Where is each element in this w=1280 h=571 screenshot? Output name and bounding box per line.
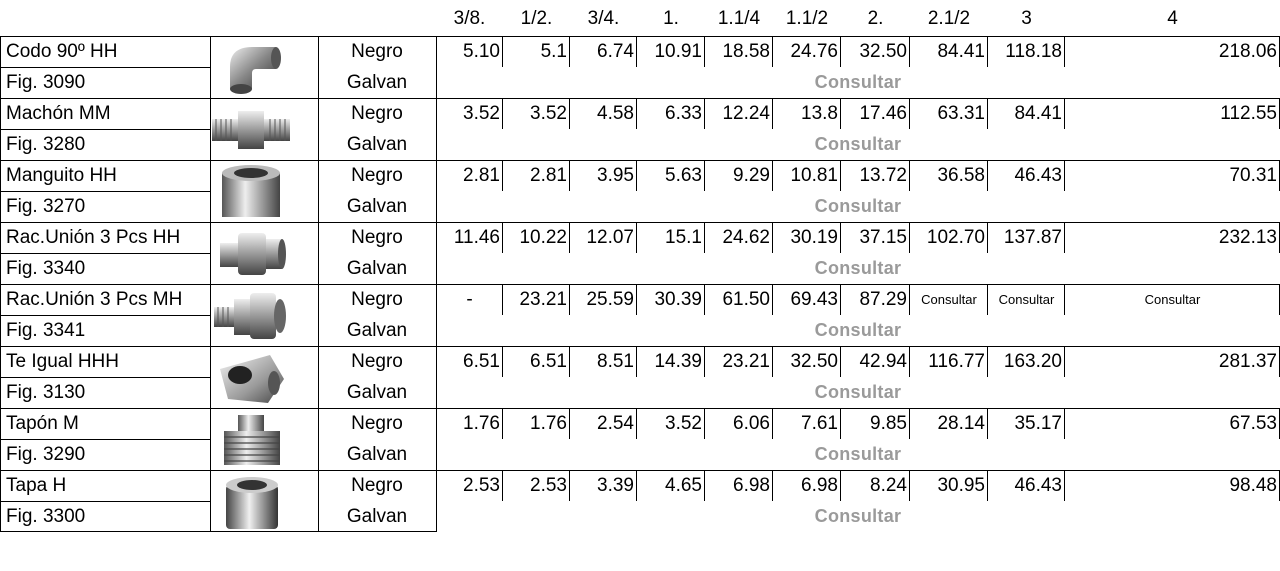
price-cell: 2.81 xyxy=(463,165,500,186)
finish-galvanized-label: Galvan xyxy=(346,382,408,403)
price-cell: 18.58 xyxy=(722,41,770,62)
finish-black-label: Negro xyxy=(351,351,403,372)
product-name: Rac.Unión 3 Pcs HH xyxy=(6,227,181,248)
finish-black-label: Negro xyxy=(351,289,403,310)
price-cell: 70.31 xyxy=(1229,165,1277,186)
finish-galvanized-label: Galvan xyxy=(346,72,408,93)
price-cell: 46.43 xyxy=(1014,475,1062,496)
size-header: 1.1/2 xyxy=(785,8,829,29)
price-cell: 30.19 xyxy=(790,227,838,248)
price-cell: 1.76 xyxy=(463,413,500,434)
price-cell-border xyxy=(704,36,705,67)
product-row-black xyxy=(0,98,1280,129)
price-cell: 163.20 xyxy=(1003,351,1062,372)
price-cell: 32.50 xyxy=(790,351,838,372)
figure-number: Fig. 3341 xyxy=(6,320,86,341)
size-header: 3/4. xyxy=(587,8,620,29)
price-cell: 3.95 xyxy=(597,165,634,186)
price-cell-border xyxy=(636,408,637,439)
price-cell: - xyxy=(466,289,473,310)
name-divider xyxy=(0,315,210,316)
price-cell-border xyxy=(502,346,503,377)
price-cell-border xyxy=(636,222,637,253)
consult-label: Consultar xyxy=(814,196,902,216)
product-row-black xyxy=(0,222,1280,253)
price-cell: 5.1 xyxy=(540,41,567,62)
finish-black-label: Negro xyxy=(351,227,403,248)
product-name: Manguito HH xyxy=(6,165,117,186)
size-header: 1/2. xyxy=(520,8,553,29)
price-cell: 281.37 xyxy=(1218,351,1277,372)
consult-label: Consultar xyxy=(814,134,902,154)
price-cell: 24.62 xyxy=(722,227,770,248)
product-row-galvanized xyxy=(0,315,1280,346)
price-cell: 23.21 xyxy=(722,351,770,372)
consult-label: Consultar xyxy=(814,506,902,526)
price-cell: 3.52 xyxy=(530,103,567,124)
size-header: 2. xyxy=(867,8,884,29)
consult-label: Consultar xyxy=(814,72,902,92)
row-top-border xyxy=(0,408,1280,409)
finish-left-border xyxy=(318,284,319,346)
price-cell: 84.41 xyxy=(1014,103,1062,124)
price-cell-border xyxy=(569,98,570,129)
product-row-galvanized xyxy=(0,377,1280,408)
price-cell-border xyxy=(636,284,637,315)
price-cell: 28.14 xyxy=(937,413,985,434)
price-cell: 23.21 xyxy=(519,289,567,310)
consult-label: Consultar xyxy=(814,258,902,278)
finish-black-label: Negro xyxy=(351,165,403,186)
price-cell-border xyxy=(772,346,773,377)
price-cell-border xyxy=(704,160,705,191)
price-cell-border xyxy=(636,470,637,501)
price-cell-border xyxy=(1064,98,1065,129)
table-left-border xyxy=(0,98,1,160)
finish-right-border xyxy=(436,98,437,160)
price-cell: 6.98 xyxy=(733,475,770,496)
price-cell: 4.58 xyxy=(597,103,634,124)
row-top-border xyxy=(0,36,1280,37)
table-left-border xyxy=(0,36,1,98)
price-cell: 63.31 xyxy=(937,103,985,124)
price-cell-border xyxy=(772,222,773,253)
finish-galvanized-label: Galvan xyxy=(346,196,408,217)
name-column-border xyxy=(210,408,211,470)
price-cell-border xyxy=(1064,284,1065,315)
price-cell-border xyxy=(840,222,841,253)
finish-galvanized-label: Galvan xyxy=(346,258,408,279)
name-column-border xyxy=(210,284,211,346)
price-cell: 8.24 xyxy=(870,475,907,496)
table-left-border xyxy=(0,346,1,408)
price-cell: 3.52 xyxy=(463,103,500,124)
price-cell-border xyxy=(772,408,773,439)
finish-left-border xyxy=(318,98,319,160)
price-cell-border xyxy=(987,36,988,67)
name-column-border xyxy=(210,98,211,160)
row-top-border xyxy=(0,222,1280,223)
product-row-black xyxy=(0,408,1280,439)
product-name: Rac.Unión 3 Pcs MH xyxy=(6,289,183,310)
product-row-black xyxy=(0,284,1280,315)
row-top-border xyxy=(0,346,1280,347)
price-cell-border xyxy=(502,470,503,501)
price-cell: 9.29 xyxy=(733,165,770,186)
price-cell-border xyxy=(909,160,910,191)
price-cell-border xyxy=(840,98,841,129)
table-left-border xyxy=(0,408,1,470)
price-cell-border xyxy=(987,222,988,253)
finish-left-border xyxy=(318,160,319,222)
finish-left-border xyxy=(318,408,319,470)
product-row-black xyxy=(0,470,1280,501)
product-name: Codo 90º HH xyxy=(6,41,118,62)
price-cell-border xyxy=(840,408,841,439)
name-divider xyxy=(0,129,210,130)
price-cell-border xyxy=(502,408,503,439)
finish-left-border xyxy=(318,470,319,532)
price-cell-border xyxy=(502,98,503,129)
finish-galvanized-label: Galvan xyxy=(346,444,408,465)
price-cell: 2.53 xyxy=(530,475,567,496)
finish-left-border xyxy=(318,222,319,284)
price-cell: 36.58 xyxy=(937,165,985,186)
price-cell: 14.39 xyxy=(654,351,702,372)
price-cell: 6.33 xyxy=(665,103,702,124)
product-name: Tapón M xyxy=(6,413,79,434)
finish-galvanized-label: Galvan xyxy=(346,320,408,341)
price-cell-border xyxy=(569,284,570,315)
price-cell-border xyxy=(987,470,988,501)
price-cell-border xyxy=(569,222,570,253)
figure-number: Fig. 3340 xyxy=(6,258,86,279)
price-cell: 5.10 xyxy=(463,41,500,62)
name-divider xyxy=(0,439,210,440)
price-cell-border xyxy=(704,222,705,253)
finish-right-border xyxy=(436,408,437,470)
finish-right-border xyxy=(436,160,437,222)
plug-fitting-icon xyxy=(210,411,292,469)
name-column-border xyxy=(210,36,211,98)
product-row-galvanized xyxy=(0,129,1280,160)
price-cell: Consultar xyxy=(921,292,977,307)
price-cell-border xyxy=(569,36,570,67)
price-cell-border xyxy=(987,160,988,191)
price-cell: 7.61 xyxy=(801,413,838,434)
price-cell-border xyxy=(704,408,705,439)
price-cell: 9.85 xyxy=(870,413,907,434)
price-cell: 2.54 xyxy=(597,413,634,434)
finish-right-border xyxy=(436,36,437,98)
product-row-black xyxy=(0,36,1280,67)
price-cell-border xyxy=(502,222,503,253)
size-header: 4 xyxy=(1167,8,1178,29)
price-cell: 13.72 xyxy=(859,165,907,186)
figure-number: Fig. 3090 xyxy=(6,72,86,93)
price-cell: 5.63 xyxy=(665,165,702,186)
product-row-galvanized xyxy=(0,501,1280,532)
consult-label: Consultar xyxy=(814,382,902,402)
table-bottom-border xyxy=(0,531,436,532)
price-cell-border xyxy=(987,408,988,439)
name-column-border xyxy=(210,160,211,222)
price-cell-border xyxy=(569,408,570,439)
finish-right-border xyxy=(436,222,437,284)
price-cell-border xyxy=(772,36,773,67)
name-divider xyxy=(0,377,210,378)
price-cell-border xyxy=(704,98,705,129)
price-cell: 61.50 xyxy=(722,289,770,310)
price-cell: 46.43 xyxy=(1014,165,1062,186)
price-cell: 12.07 xyxy=(586,227,634,248)
price-cell: 6.51 xyxy=(530,351,567,372)
elbow-fitting-icon xyxy=(210,39,292,97)
price-cell-border xyxy=(909,408,910,439)
price-cell: 37.15 xyxy=(859,227,907,248)
price-cell: 11.46 xyxy=(453,227,500,248)
size-header: 3/8. xyxy=(453,8,486,29)
price-cell-border xyxy=(840,470,841,501)
union-ff-icon xyxy=(210,225,292,283)
price-cell-border xyxy=(1064,470,1065,501)
price-cell-border xyxy=(987,346,988,377)
price-cell-border xyxy=(772,160,773,191)
table-left-border xyxy=(0,222,1,284)
row-top-border xyxy=(0,160,1280,161)
price-cell-border xyxy=(569,160,570,191)
price-cell-border xyxy=(909,222,910,253)
price-cell-border xyxy=(909,346,910,377)
price-cell: 10.81 xyxy=(790,165,838,186)
product-name: Te Igual HHH xyxy=(6,351,119,372)
price-cell-border xyxy=(909,98,910,129)
size-header: 1.1/4 xyxy=(717,8,761,29)
price-cell: 32.50 xyxy=(859,41,907,62)
price-cell-border xyxy=(772,284,773,315)
price-cell-border xyxy=(502,36,503,67)
figure-number: Fig. 3270 xyxy=(6,196,86,217)
price-cell: 42.94 xyxy=(859,351,907,372)
price-cell: 67.53 xyxy=(1229,413,1277,434)
finish-right-border xyxy=(436,284,437,346)
price-cell-border xyxy=(502,284,503,315)
price-cell-border xyxy=(987,98,988,129)
table-left-border xyxy=(0,160,1,222)
name-column-border xyxy=(210,346,211,408)
row-top-border xyxy=(0,284,1280,285)
table-left-border xyxy=(0,470,1,532)
product-row-galvanized xyxy=(0,191,1280,222)
name-column-border xyxy=(210,470,211,532)
union-mf-icon xyxy=(210,287,292,345)
price-cell-border xyxy=(1064,408,1065,439)
product-row-galvanized xyxy=(0,253,1280,284)
price-cell: 6.98 xyxy=(801,475,838,496)
price-cell-border xyxy=(636,98,637,129)
consult-label: Consultar xyxy=(814,320,902,340)
price-cell-border xyxy=(704,284,705,315)
price-cell: 6.06 xyxy=(733,413,770,434)
price-cell-border xyxy=(840,284,841,315)
socket-coupling-icon xyxy=(210,163,292,221)
price-cell: 102.70 xyxy=(926,227,985,248)
price-cell-border xyxy=(840,160,841,191)
price-cell: 8.51 xyxy=(597,351,634,372)
price-cell: 1.76 xyxy=(530,413,567,434)
finish-galvanized-label: Galvan xyxy=(346,506,408,527)
price-cell: Consultar xyxy=(1144,292,1201,307)
price-cell: 3.52 xyxy=(665,413,702,434)
price-cell-border xyxy=(909,470,910,501)
finish-black-label: Negro xyxy=(351,103,403,124)
figure-number: Fig. 3300 xyxy=(6,506,86,527)
price-cell-border xyxy=(636,36,637,67)
price-cell: 118.18 xyxy=(1005,41,1062,62)
price-cell: 84.41 xyxy=(937,41,985,62)
finish-black-label: Negro xyxy=(351,41,403,62)
finish-left-border xyxy=(318,346,319,408)
price-cell-border xyxy=(1064,160,1065,191)
row-top-border xyxy=(0,98,1280,99)
finish-right-border xyxy=(436,470,437,532)
price-cell: 30.95 xyxy=(937,475,985,496)
price-cell: 232.13 xyxy=(1218,227,1277,248)
table-left-border xyxy=(0,284,1,346)
price-cell: 112.55 xyxy=(1220,103,1277,124)
finish-black-label: Negro xyxy=(351,413,403,434)
finish-left-border xyxy=(318,36,319,98)
price-cell: 69.43 xyxy=(790,289,838,310)
consult-label: Consultar xyxy=(814,444,902,464)
price-cell-border xyxy=(636,346,637,377)
product-name: Machón MM xyxy=(6,103,111,124)
size-header: 2.1/2 xyxy=(927,8,971,29)
price-cell: 6.74 xyxy=(597,41,634,62)
price-cell-border xyxy=(704,346,705,377)
price-cell-border xyxy=(636,160,637,191)
price-cell: 137.87 xyxy=(1003,227,1062,248)
price-cell-border xyxy=(987,284,988,315)
price-cell-border xyxy=(840,346,841,377)
price-cell: 30.39 xyxy=(654,289,702,310)
price-cell: 98.48 xyxy=(1229,475,1277,496)
product-row-galvanized xyxy=(0,439,1280,470)
figure-number: Fig. 3130 xyxy=(6,382,86,403)
price-cell: 2.81 xyxy=(530,165,567,186)
price-cell-border xyxy=(1064,36,1065,67)
name-divider xyxy=(0,191,210,192)
price-cell: 13.8 xyxy=(801,103,838,124)
product-row-black xyxy=(0,346,1280,377)
price-cell: 35.17 xyxy=(1014,413,1062,434)
price-cell: 10.22 xyxy=(519,227,567,248)
finish-black-label: Negro xyxy=(351,475,403,496)
name-divider xyxy=(0,501,210,502)
figure-number: Fig. 3280 xyxy=(6,134,86,155)
price-cell: 25.59 xyxy=(586,289,634,310)
price-cell: 4.65 xyxy=(665,475,702,496)
price-cell: 3.39 xyxy=(597,475,634,496)
cap-fitting-icon xyxy=(210,473,292,531)
hex-nipple-icon xyxy=(210,101,292,159)
price-cell: 17.46 xyxy=(859,103,907,124)
price-cell: Consultar xyxy=(998,292,1055,307)
price-cell-border xyxy=(569,346,570,377)
price-cell-border xyxy=(772,98,773,129)
price-cell-border xyxy=(909,36,910,67)
size-header: 1. xyxy=(663,8,679,29)
product-row-galvanized xyxy=(0,67,1280,98)
price-cell: 24.76 xyxy=(790,41,838,62)
price-cell-border xyxy=(909,284,910,315)
name-divider xyxy=(0,67,210,68)
price-cell-border xyxy=(1064,346,1065,377)
price-cell-border xyxy=(569,470,570,501)
figure-number: Fig. 3290 xyxy=(6,444,86,465)
price-cell: 15.1 xyxy=(665,227,702,248)
price-cell-border xyxy=(1064,222,1065,253)
price-cell-border xyxy=(772,470,773,501)
finish-galvanized-label: Galvan xyxy=(346,134,408,155)
price-cell: 116.77 xyxy=(928,351,985,372)
price-cell: 87.29 xyxy=(859,289,907,310)
price-cell: 10.91 xyxy=(654,41,702,62)
price-cell-border xyxy=(704,470,705,501)
product-name: Tapa H xyxy=(6,475,67,496)
tee-fitting-icon xyxy=(210,349,292,407)
price-cell-border xyxy=(502,160,503,191)
size-header: 3 xyxy=(1021,8,1032,29)
price-cell-border xyxy=(840,36,841,67)
product-row-black xyxy=(0,160,1280,191)
row-top-border xyxy=(0,470,1280,471)
price-cell: 218.06 xyxy=(1218,41,1277,62)
price-cell: 2.53 xyxy=(463,475,500,496)
name-column-border xyxy=(210,222,211,284)
finish-right-border xyxy=(436,346,437,408)
price-cell: 6.51 xyxy=(463,351,500,372)
price-cell: 12.24 xyxy=(722,103,770,124)
name-divider xyxy=(0,253,210,254)
